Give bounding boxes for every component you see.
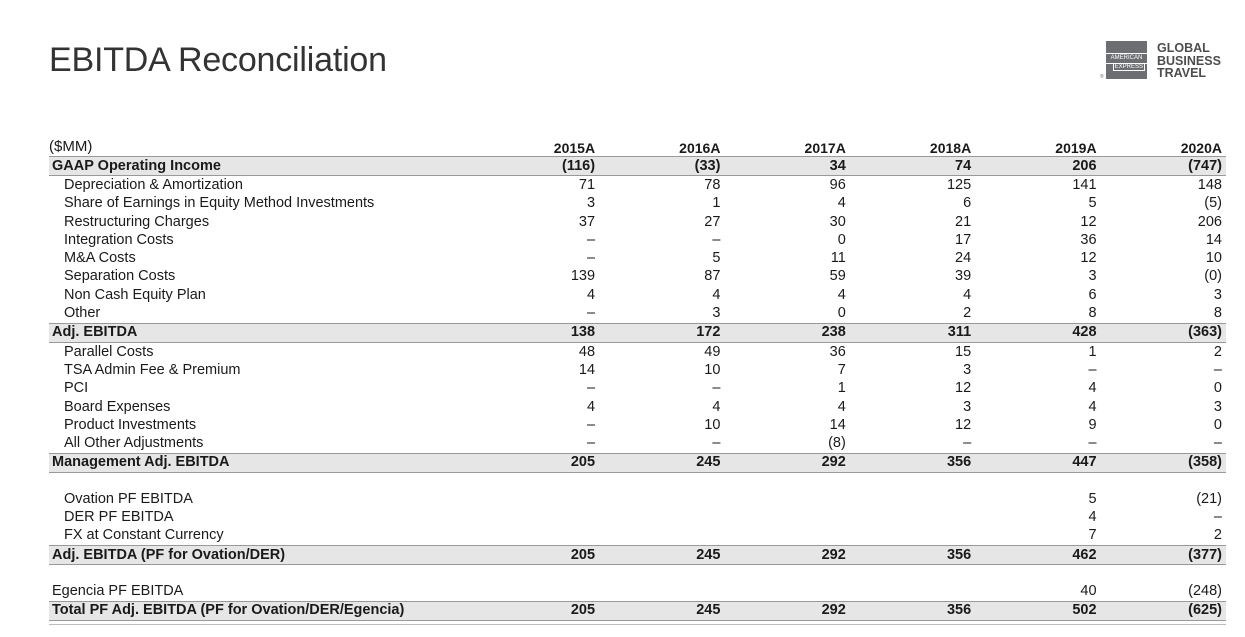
cell-2020A: 3 <box>1213 398 1222 415</box>
cell-2016A: 3 <box>712 305 721 322</box>
cell-2020A: 0 <box>1213 380 1222 397</box>
cell-2018A: 4 <box>963 286 972 303</box>
table-row <box>49 304 1226 323</box>
cell-2019A: – <box>1088 361 1097 378</box>
cell-2020A: (358) <box>1101 453 1226 472</box>
cell-2017A: 292 <box>724 453 849 472</box>
cell-2020A: 10 <box>1205 250 1222 267</box>
units-label: ($MM) <box>49 138 93 155</box>
cell-2017A: (8) <box>828 435 846 452</box>
cell-2019A: 206 <box>975 157 1100 176</box>
cell-2020A: 2 <box>1213 343 1222 360</box>
cell-2016A <box>599 582 724 601</box>
cell-2020A: (625) <box>1101 601 1226 620</box>
cell-2017A: 59 <box>829 268 846 285</box>
logo-box-line2: EXPRESS <box>1114 64 1143 70</box>
row-label: Adj. EBITDA (PF for Ovation/DER) <box>49 545 474 564</box>
row-label: Other <box>64 305 101 322</box>
cell-2015A <box>474 527 599 546</box>
cell-2017A: 292 <box>724 545 849 564</box>
cell-2017A <box>724 473 849 491</box>
row-label: Product Investments <box>64 416 197 433</box>
row-label: Ovation PF EBITDA <box>64 490 193 507</box>
cell-2019A: 462 <box>975 545 1100 564</box>
cell-2015A: – <box>586 250 596 267</box>
cell-2015A: 4 <box>586 286 596 303</box>
cell-2017A: 0 <box>837 231 846 248</box>
row-label: Restructuring Charges <box>64 213 210 230</box>
cell-2015A <box>474 582 599 601</box>
cell-2015A: – <box>586 380 596 397</box>
row-label: GAAP Operating Income <box>49 157 474 176</box>
cell-2017A: 1 <box>837 380 846 397</box>
column-header: 2016A <box>679 140 721 156</box>
cell-2018A <box>850 490 975 508</box>
cell-2020A: – <box>1213 361 1222 378</box>
cell-2015A: 37 <box>578 213 596 230</box>
cell-2016A <box>599 565 724 583</box>
cell-2019A: 502 <box>975 601 1100 620</box>
cell-2020A <box>1101 565 1226 583</box>
cell-2018A: 17 <box>955 231 972 248</box>
cell-2016A: 87 <box>704 268 721 285</box>
cell-2017A <box>724 527 849 546</box>
cell-2020A: 14 <box>1205 231 1222 248</box>
cell-2020A: – <box>1213 508 1222 525</box>
cell-2015A: – <box>586 416 596 433</box>
logo-text-line3: TRAVEL <box>1157 66 1207 80</box>
cell-2018A: 24 <box>955 250 972 267</box>
row-label: Share of Earnings in Equity Method Investments <box>64 195 375 212</box>
cell-2018A: 356 <box>850 601 975 620</box>
cell-2015A: 205 <box>474 545 599 564</box>
reconciliation-table <box>49 140 1226 621</box>
cell-2016A <box>599 527 724 546</box>
cell-2016A: 27 <box>704 213 721 230</box>
cell-2019A: 9 <box>1088 416 1097 433</box>
cell-2017A: 30 <box>829 213 846 230</box>
cell-2016A <box>599 490 724 508</box>
row-label: TSA Admin Fee & Premium <box>64 361 241 378</box>
table-row <box>49 434 1226 453</box>
column-header: 2017A <box>804 140 846 156</box>
spacer-row <box>49 473 1226 491</box>
cell-2017A <box>724 582 849 601</box>
cell-2016A: 4 <box>712 286 721 303</box>
cell-2019A: 1 <box>1088 343 1097 360</box>
cell-2020A: – <box>1213 435 1222 452</box>
cell-2015A: 14 <box>578 361 596 378</box>
cell-2016A: 172 <box>599 323 724 342</box>
table-row <box>49 213 1226 231</box>
row-label: Board Expenses <box>64 398 171 415</box>
column-header: 2020A <box>1180 140 1222 156</box>
cell-2019A: 5 <box>1088 195 1097 212</box>
table-row <box>49 249 1226 267</box>
table-row <box>49 398 1226 416</box>
logo-text-line1: GLOBAL <box>1157 41 1210 55</box>
cell-2020A: 148 <box>1197 176 1222 193</box>
cell-2019A: 4 <box>1088 380 1097 397</box>
row-label: All Other Adjustments <box>64 435 204 452</box>
cell-2020A: (0) <box>1204 268 1222 285</box>
column-header: 2015A <box>553 140 596 156</box>
cell-2018A: 356 <box>850 545 975 564</box>
cell-2018A: 39 <box>955 268 972 285</box>
cell-2018A: 74 <box>850 157 975 176</box>
cell-2015A: 138 <box>474 323 599 342</box>
cell-2017A: 96 <box>829 176 846 193</box>
cell-2016A: – <box>712 380 721 397</box>
table-row <box>49 176 1226 195</box>
cell-2016A: (33) <box>599 157 724 176</box>
cell-2018A <box>850 582 975 601</box>
logo-registered-mark: ® <box>1100 74 1104 80</box>
cell-2019A: 40 <box>1080 582 1097 599</box>
cell-2017A: 34 <box>724 157 849 176</box>
gbt-logo <box>1100 40 1230 85</box>
cell-2016A: – <box>712 231 721 248</box>
cell-2019A: 36 <box>1080 231 1097 248</box>
page-title: EBITDA Reconciliation <box>49 41 387 79</box>
cell-2017A <box>724 490 849 508</box>
logo-box-line1: AMERICAN <box>1106 53 1147 64</box>
cell-2020A: (363) <box>1101 323 1226 342</box>
cell-2020A: 206 <box>1197 213 1222 230</box>
cell-2017A: 14 <box>829 416 846 433</box>
cell-2020A: (248) <box>1188 582 1222 599</box>
table-row <box>49 490 1226 508</box>
subtotal-row <box>49 157 1226 176</box>
bottom-divider <box>49 624 1226 625</box>
cell-2016A: 1 <box>712 195 721 212</box>
cell-2016A: 78 <box>704 176 721 193</box>
cell-2020A: (377) <box>1101 545 1226 564</box>
cell-2015A: – <box>586 435 596 452</box>
amex-logo-box <box>1106 41 1147 79</box>
cell-2015A: 139 <box>570 268 596 285</box>
cell-2015A <box>474 508 599 526</box>
cell-2016A: 245 <box>599 453 724 472</box>
column-header: 2019A <box>1055 140 1097 156</box>
row-label: FX at Constant Currency <box>64 527 224 544</box>
cell-2016A: – <box>712 435 721 452</box>
logo-text-line2: BUSINESS <box>1157 53 1221 68</box>
cell-2019A <box>975 565 1100 583</box>
cell-2020A: (21) <box>1196 490 1222 507</box>
cell-2017A <box>724 508 849 526</box>
column-header: 2018A <box>929 140 972 156</box>
cell-2020A: (747) <box>1101 157 1226 176</box>
cell-2018A: 3 <box>963 361 972 378</box>
table-row <box>49 342 1226 361</box>
cell-2015A: 205 <box>474 453 599 472</box>
cell-2017A: 0 <box>837 305 846 322</box>
cell-2017A: 292 <box>724 601 849 620</box>
table-row <box>49 416 1226 434</box>
cell-2020A <box>1101 473 1226 491</box>
cell-2019A: 447 <box>975 453 1100 472</box>
cell-2019A: 5 <box>1088 490 1097 507</box>
subtotal-row <box>49 601 1226 620</box>
cell-2018A: 12 <box>955 380 972 397</box>
table-row <box>49 286 1226 304</box>
cell-2018A: 15 <box>955 343 972 360</box>
logo-wordmark <box>1157 42 1221 80</box>
cell-2019A: 12 <box>1080 213 1097 230</box>
cell-2015A: 4 <box>586 398 596 415</box>
table-row <box>49 268 1226 286</box>
table-row <box>49 527 1226 546</box>
table-row <box>49 231 1226 249</box>
cell-2016A: 10 <box>704 361 721 378</box>
row-label <box>49 473 474 491</box>
cell-2016A: 49 <box>704 343 721 360</box>
row-label: PCI <box>64 380 89 397</box>
cell-2015A: (116) <box>474 157 599 176</box>
cell-2020A: 8 <box>1213 305 1222 322</box>
cell-2016A: 5 <box>712 250 721 267</box>
cell-2017A: 36 <box>829 343 846 360</box>
cell-2019A: 428 <box>975 323 1100 342</box>
cell-2016A <box>599 473 724 491</box>
cell-2018A: 125 <box>946 176 972 193</box>
row-label: M&A Costs <box>64 250 136 267</box>
cell-2018A: 12 <box>955 416 972 433</box>
cell-2015A <box>474 473 599 491</box>
cell-2020A: 0 <box>1213 416 1222 433</box>
cell-2016A: 245 <box>599 545 724 564</box>
cell-2019A: 141 <box>1072 176 1097 193</box>
cell-2016A: 4 <box>712 398 721 415</box>
spacer-row <box>49 565 1226 583</box>
cell-2017A: 4 <box>837 398 846 415</box>
row-label <box>49 565 474 583</box>
cell-2018A: 311 <box>850 323 975 342</box>
table-header-row <box>49 140 1226 157</box>
cell-2015A: – <box>586 231 596 248</box>
cell-2019A: 6 <box>1088 286 1097 303</box>
cell-2019A: 12 <box>1080 250 1097 267</box>
cell-2017A: 7 <box>837 361 846 378</box>
row-label: DER PF EBITDA <box>64 508 174 525</box>
row-label: Management Adj. EBITDA <box>49 453 474 472</box>
row-label: Non Cash Equity Plan <box>64 286 206 303</box>
cell-2016A: 10 <box>704 416 721 433</box>
cell-2018A <box>850 527 975 546</box>
cell-2015A: 3 <box>586 195 596 212</box>
cell-2017A: 11 <box>830 250 846 267</box>
cell-2017A: 4 <box>837 195 846 212</box>
cell-2020A: 2 <box>1213 527 1222 544</box>
row-label: Egencia PF EBITDA <box>52 582 184 599</box>
cell-2019A: – <box>1088 435 1097 452</box>
table-row <box>49 195 1226 213</box>
cell-2019A: 7 <box>1088 527 1097 544</box>
cell-2018A: 2 <box>963 305 972 322</box>
row-label: Total PF Adj. EBITDA (PF for Ovation/DER/Egencia) <box>49 601 474 620</box>
cell-2015A <box>474 490 599 508</box>
cell-2019A: 4 <box>1088 398 1097 415</box>
table-row <box>49 508 1226 526</box>
row-label: Depreciation & Amortization <box>64 176 243 193</box>
cell-2018A: 3 <box>963 398 972 415</box>
subtotal-row <box>49 453 1226 472</box>
cell-2017A: 238 <box>724 323 849 342</box>
cell-2018A: 356 <box>850 453 975 472</box>
cell-2019A: 8 <box>1088 305 1097 322</box>
cell-2019A: 4 <box>1088 508 1097 525</box>
cell-2017A <box>724 565 849 583</box>
cell-2017A: 4 <box>837 286 846 303</box>
row-label: Separation Costs <box>64 268 176 285</box>
cell-2015A: – <box>586 305 596 322</box>
cell-2018A: – <box>963 435 972 452</box>
cell-2015A: 205 <box>474 601 599 620</box>
cell-2018A: 21 <box>955 213 972 230</box>
cell-2015A: 71 <box>578 176 596 193</box>
cell-2018A: 6 <box>963 195 972 212</box>
cell-2016A: 245 <box>599 601 724 620</box>
subtotal-row <box>49 545 1226 564</box>
cell-2015A: 48 <box>578 343 596 360</box>
cell-2019A <box>975 473 1100 491</box>
row-label: Parallel Costs <box>64 343 154 360</box>
cell-2016A <box>599 508 724 526</box>
cell-2018A <box>850 508 975 526</box>
cell-2019A: 3 <box>1088 268 1097 285</box>
cell-2020A: 3 <box>1213 286 1222 303</box>
cell-2020A: (5) <box>1204 195 1222 212</box>
cell-2018A <box>850 565 975 583</box>
table-row <box>49 582 1226 601</box>
row-label: Integration Costs <box>64 231 174 248</box>
table-row <box>49 380 1226 398</box>
row-label: Adj. EBITDA <box>49 323 474 342</box>
subtotal-row <box>49 323 1226 342</box>
cell-2018A <box>850 473 975 491</box>
cell-2015A <box>474 565 599 583</box>
table-row <box>49 361 1226 379</box>
